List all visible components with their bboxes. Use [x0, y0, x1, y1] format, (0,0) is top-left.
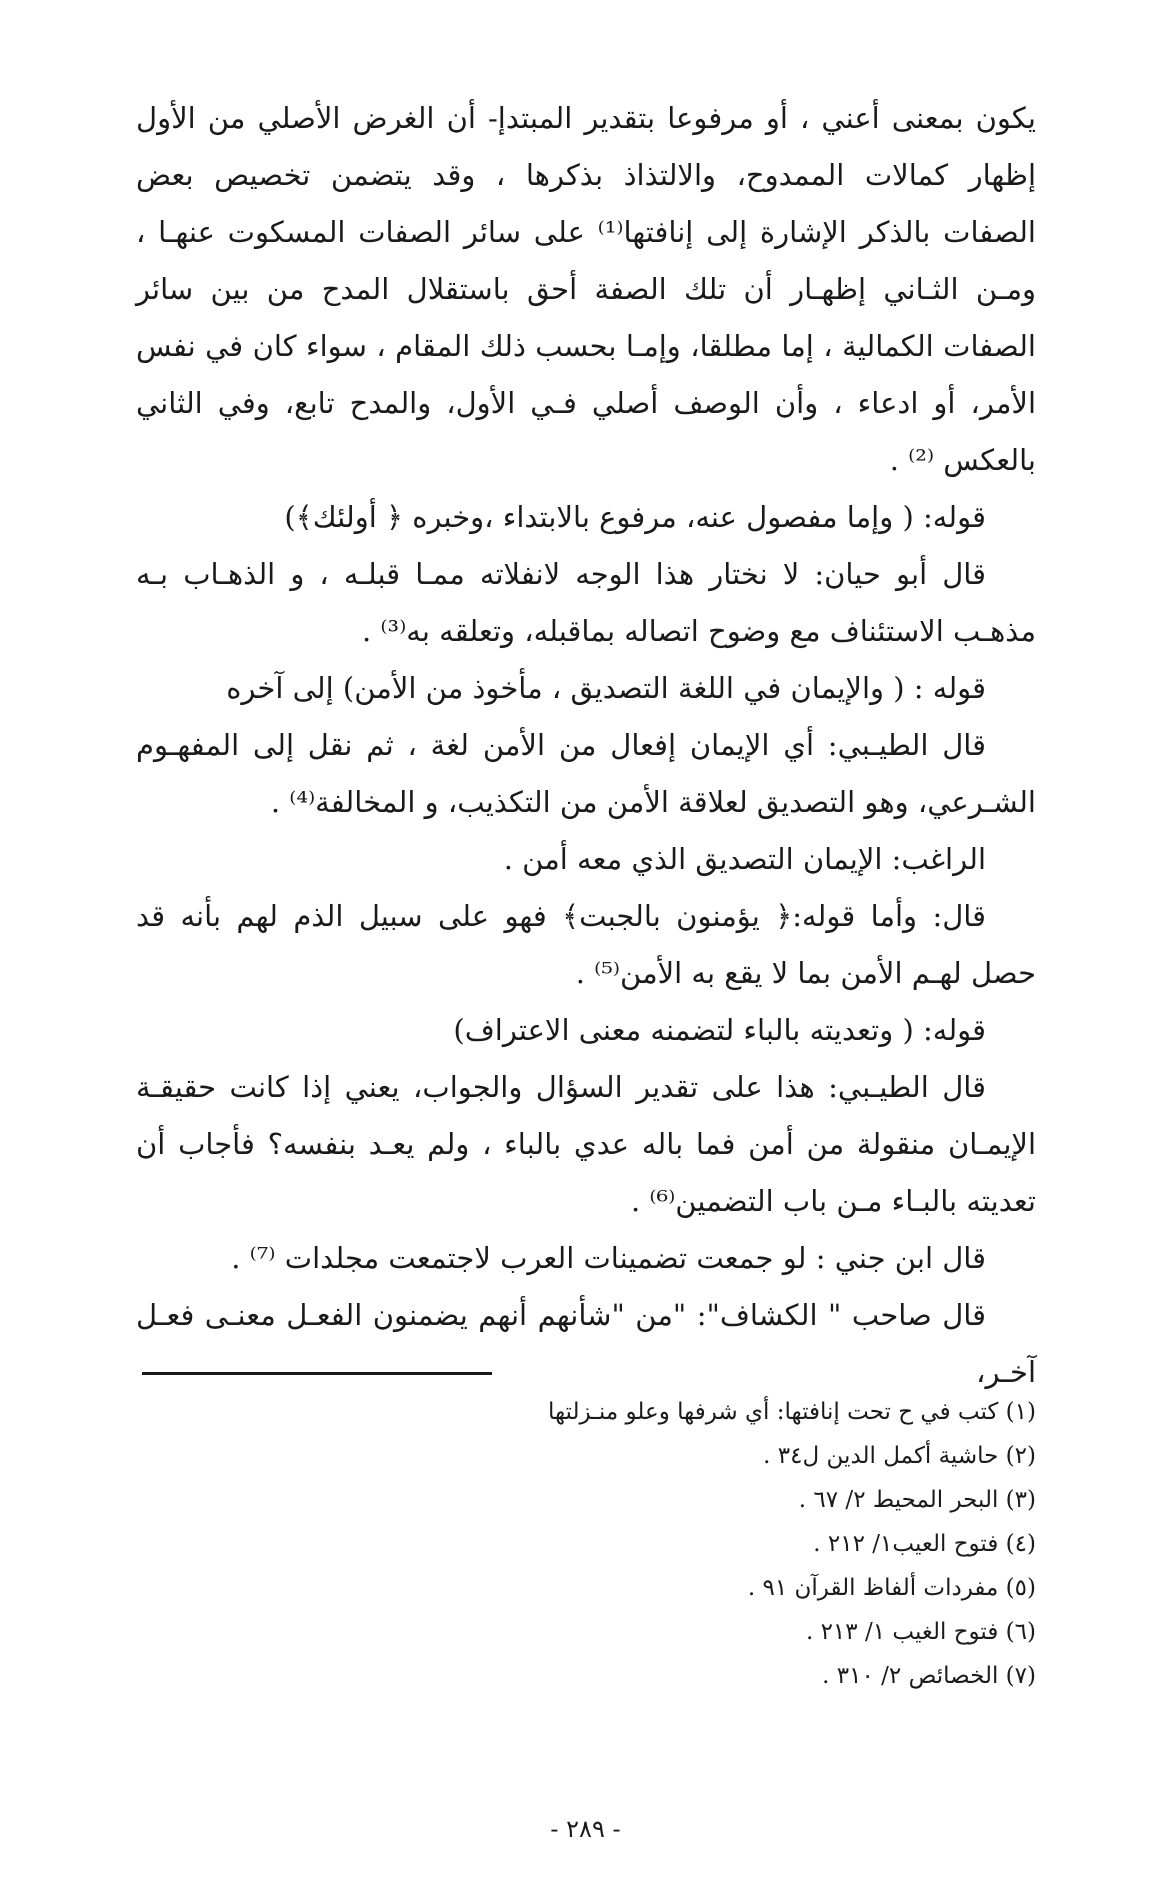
paragraph: قال: وأما قوله:﴿ يؤمنون بالجبت﴾ فهو على سبيل الذم لهم بأنه قد حصل لهـم الأمن بما لا يقع به الأمن⁽⁵⁾ .	[136, 899, 1036, 990]
footnote: (٦) فتوح الغيب ١/ ٢١٣ .	[805, 1619, 1036, 1645]
paragraph: يكون بمعنى أعني ، أو مرفوعا بتقدير المبتدإ- أن الغرض الأصلي من الأول إظهار كمالات الممدوح، والالتذاذ بذكرها ، وقد يتضمن تخصيص بعض الصفات بالذكر الإشارة إلى إنافتها⁽¹⁾ على سائر الصفات المسكوت عنهـا ، ومـن الثـاني إظهـار أن تلك الصفة أحق باستقلال المدح من بين سائر الصفات الكمالية ، إما مطلقا، وإمـا بحسب ذلك المقام ، سواء كان في نفس الأمر، أو ادعاء ، وأن الوصف أصلي فـي الأول، والمدح تابع، وفي الثاني بالعكس ⁽²⁾ .	[136, 101, 1036, 477]
footnote: (٢) حاشية أكمل الدين ل٣٤ .	[763, 1443, 1036, 1469]
main-text-block	[136, 90, 1036, 1401]
footnote: (٧) الخصائص ٢/ ٣١٠ .	[822, 1663, 1036, 1689]
paragraph: قوله : ( والإيمان في اللغة التصديق ، مأخوذ من الأمن) إلى آخره	[226, 671, 986, 705]
footnote-separator	[142, 1372, 492, 1375]
paragraph: قال أبو حيان: لا نختار هذا الوجه لانفلاته ممـا قبلـه ، و الذهـاب بـه مذهـب الاستئناف مع وضوح اتصاله بماقبله، وتعلقه به⁽³⁾ .	[136, 557, 1036, 648]
footnote: (٥) مفردات ألفاظ القرآن ٩١ .	[747, 1575, 1036, 1601]
footnote: (٤) فتوح العيب١/ ٢١٢ .	[813, 1531, 1036, 1557]
paragraph: قال الطيـبي: أي الإيمان إفعال من الأمن لغة ، ثم نقل إلى المفهـوم الشـرعي، وهو التصديق لعلاقة الأمن من التكذيب، و المخالفة⁽⁴⁾ .	[136, 728, 1036, 819]
page-number: - ٢٨٩ -	[550, 1815, 621, 1843]
footnote: (٣) البحر المحيط ٢/ ٦٧ .	[798, 1487, 1036, 1513]
footnote: (١) كتب في ح تحت إنافتها: أي شرفها وعلو منـزلتها	[547, 1399, 1036, 1425]
paragraph: الراغب: الإيمان التصديق الذي معه أمن .	[503, 842, 986, 876]
paragraph: قال الطيـبي: هذا على تقدير السؤال والجواب، يعني إذا كانت حقيقـة الإيمـان منقولة من أمن فما باله عدي بالباء ، ولم يعـد بنفسه؟ فأجاب أن تعديته بالبـاء مـن باب التضمين⁽⁶⁾ .	[136, 1070, 1037, 1218]
paragraph: قوله: ( وإما مفصول عنه، مرفوع بالابتداء ،وخبره ﴿ أولئك﴾)	[284, 500, 986, 534]
footnotes-block	[136, 1390, 1036, 1698]
paragraph: قوله: ( وتعديته بالباء لتضمنه معنى الاعتراف)	[453, 1013, 986, 1047]
paragraph: قال صاحب " الكشاف": "من "شأنهم أنهم يضمنون الفعـل معنـى فعـل آخـر،	[136, 1298, 1036, 1389]
paragraph: قال ابن جني : لو جمعت تضمينات العرب لاجتمعت مجلدات ⁽⁷⁾ .	[231, 1241, 986, 1275]
